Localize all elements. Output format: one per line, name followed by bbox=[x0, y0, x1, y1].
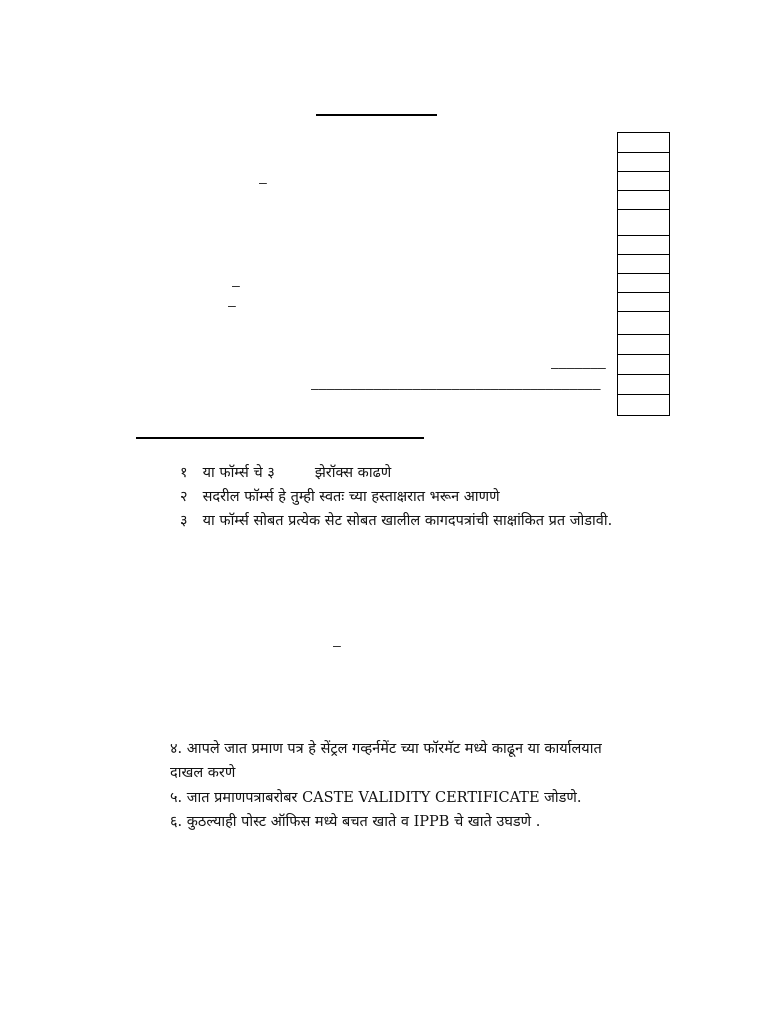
instruction-number: १ bbox=[180, 465, 188, 481]
grid-cell bbox=[618, 133, 669, 153]
dash-mark-4: – bbox=[333, 639, 341, 654]
instruction-text: झेरॉक्स काढणे bbox=[314, 465, 392, 481]
grid-cell bbox=[618, 274, 669, 293]
instruction-text: या फॉर्म्स चे ३ bbox=[202, 465, 275, 481]
dash-leader-2: ––––––––––––––––––––––––––––––––––––– bbox=[311, 382, 601, 397]
dash-mark-1: – bbox=[259, 176, 267, 191]
section-underline bbox=[136, 437, 424, 439]
instruction-number: २ bbox=[180, 489, 188, 505]
instruction-6: ६. कुठल्याही पोस्ट ऑफिस मध्ये बचत खाते व IPPB चे खाते उघडणे . bbox=[170, 814, 541, 830]
box-grid bbox=[617, 132, 670, 416]
grid-cell bbox=[618, 312, 669, 335]
title-underline bbox=[316, 114, 437, 116]
grid-cell bbox=[618, 153, 669, 172]
grid-cell bbox=[618, 395, 669, 416]
instruction-5: ५. जात प्रमाणपत्राबरोबर CASTE VALIDITY CERTIFICATE जोडणे. bbox=[170, 790, 582, 806]
instruction-number: ३ bbox=[180, 513, 188, 529]
grid-cell bbox=[618, 172, 669, 191]
grid-cell bbox=[618, 191, 669, 210]
instruction-4: ४. आपले जात प्रमाण पत्र हे सेंट्रल गव्हर्नमेंट च्या फॉरमॅट मध्ये काढून या कार्यालयात bbox=[170, 741, 602, 757]
grid-cell bbox=[618, 255, 669, 274]
grid-cell bbox=[618, 355, 669, 375]
grid-cell bbox=[618, 335, 669, 355]
instruction-1 bbox=[180, 463, 391, 483]
dash-leader-1: ––––––– bbox=[551, 361, 606, 376]
dash-mark-2: – bbox=[232, 279, 240, 294]
instruction-3 bbox=[180, 511, 612, 531]
grid-cell bbox=[618, 293, 669, 312]
dash-mark-3: – bbox=[228, 299, 236, 314]
instruction-text: सदरील फॉर्म्स हे तुम्ही स्वतः च्या हस्ताक्षरात भरून आणणे bbox=[202, 489, 500, 505]
grid-cell bbox=[618, 375, 669, 395]
instruction-4-cont: दाखल करणे bbox=[170, 765, 236, 781]
grid-cell bbox=[618, 236, 669, 255]
grid-cell bbox=[618, 210, 669, 236]
instruction-text: या फॉर्म्स सोबत प्रत्येक सेट सोबत खालील कागदपत्रांची साक्षांकित प्रत जोडावी. bbox=[202, 513, 613, 529]
instruction-2 bbox=[180, 487, 500, 507]
